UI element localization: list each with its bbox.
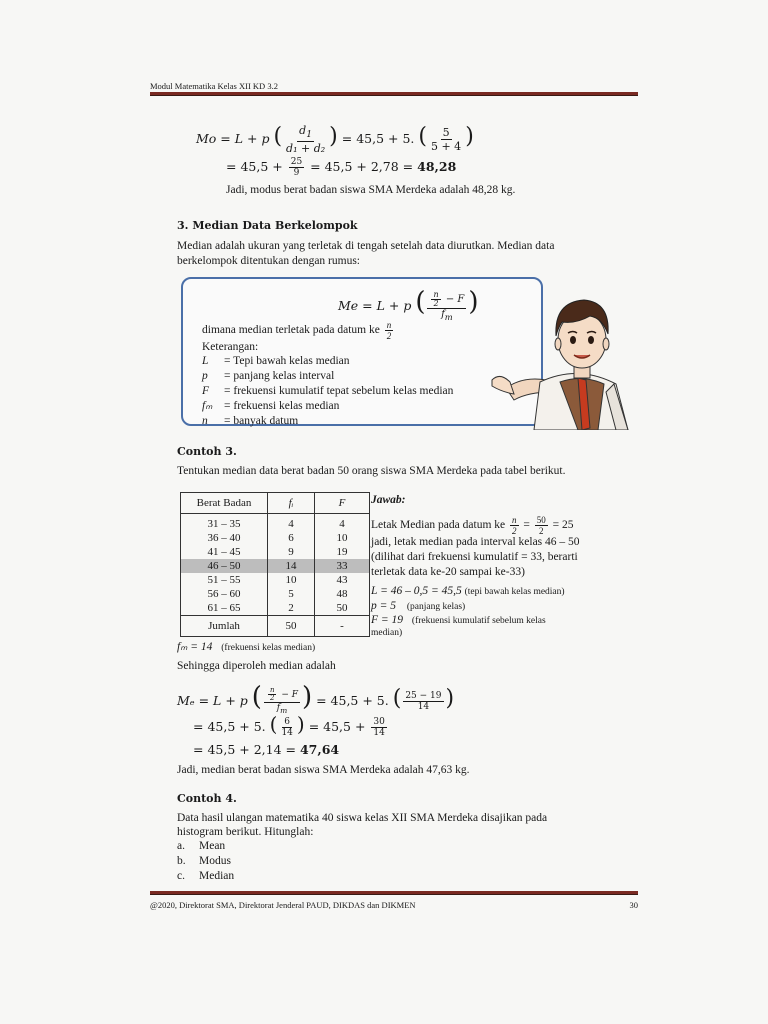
table-cell: 51 – 55 bbox=[181, 573, 268, 587]
table-header: Berat Badan bbox=[181, 493, 268, 514]
median-formula: Me = L + p ( $\frac{n}{2}$ − F $f_m$ ) bbox=[338, 287, 479, 322]
jawab-F: F = 19 (frekuensi kumulatif sebelum kelas bbox=[371, 614, 546, 626]
list-item bbox=[177, 869, 234, 884]
mo-formula-line2: = 45,5 + $\frac{25}{9}$ = 45,5 + 2,78 = 48,28 bbox=[226, 157, 457, 178]
jawab-p: p = 5 (panjang kelas) bbox=[371, 600, 466, 612]
table-cell: 56 – 60 bbox=[181, 587, 268, 601]
me-formula-line2: = 45,5 + 5. ( $\frac{6}{14}$ ) = 45,5 + $\frac{30}{14}$ bbox=[193, 712, 385, 738]
jawab-line4: terletak data ke-20 sampai ke-33) bbox=[371, 566, 525, 578]
keterangan-desc: = frekuensi kelas median bbox=[224, 400, 340, 412]
table-footer-cell: 50 bbox=[268, 616, 315, 637]
keterangan-symbol: L bbox=[202, 355, 209, 367]
page-number: 30 bbox=[629, 900, 638, 910]
keterangan-list bbox=[202, 354, 453, 429]
jawab-line1: Letak Median pada datum ke $\frac{n}{2}$ = $\frac{50}{2}$ = 25 bbox=[371, 515, 574, 536]
table-cell: 10 bbox=[268, 573, 315, 587]
table-cell: 19 bbox=[336, 546, 348, 558]
keterangan-desc: = frekuensi kumulatif tepat sebelum kelas median bbox=[224, 385, 454, 397]
table-row bbox=[181, 559, 370, 573]
section-title: 3. Median Data Berkelompok bbox=[177, 219, 358, 232]
list-marker: a. bbox=[177, 840, 185, 852]
contoh3-title: Contoh 3. bbox=[177, 445, 237, 458]
frequency-table bbox=[180, 492, 370, 637]
table-cell: 31 – 35 bbox=[181, 514, 268, 532]
table-footer-cell: Jumlah bbox=[181, 616, 268, 637]
mo-formula: Mo = L + p ( $\frac{d_1}{\text{d₁ + d₂}}$ ) = 45,5 + 5. ( $\frac{5}{5 + 4}$ ) bbox=[196, 124, 474, 156]
list-marker: c. bbox=[177, 870, 185, 882]
fm-line: fₘ = 14 (frekuensi kelas median) bbox=[177, 641, 316, 653]
table-header: fᵢ bbox=[268, 493, 315, 514]
jawab-L: L = 46 – 0,5 = 45,5 (tepi bawah kelas median) bbox=[371, 585, 565, 597]
keterangan-desc: = banyak datum bbox=[224, 415, 299, 427]
keterangan-item bbox=[202, 384, 453, 399]
header-rule bbox=[150, 92, 638, 96]
jawab-line2: jadi, letak median pada interval kelas 46 – 50 bbox=[371, 536, 580, 548]
table-cell: 41 – 45 bbox=[181, 545, 268, 559]
table-cell: 6 bbox=[268, 531, 315, 545]
keterangan-symbol: fₘ bbox=[202, 400, 213, 412]
keterangan-item bbox=[202, 354, 453, 369]
jawab-F-note2: median) bbox=[371, 628, 403, 638]
section-text-2: berkelompok ditentukan dengan rumus: bbox=[177, 255, 361, 267]
list-text: Modus bbox=[199, 855, 231, 867]
jawab-line3: (dilihat dari frekuensi kumulatif = 33, berarti bbox=[371, 551, 578, 563]
table-cell: 61 – 65 bbox=[181, 601, 268, 616]
list-marker: b. bbox=[177, 855, 186, 867]
table-cell: 48 bbox=[336, 588, 348, 600]
keterangan-symbol: F bbox=[202, 385, 210, 397]
keterangan-item bbox=[202, 399, 453, 414]
table-cell: 10 bbox=[336, 532, 348, 544]
table-row bbox=[181, 587, 370, 601]
table-cell: 43 bbox=[336, 574, 348, 586]
keterangan-item bbox=[202, 414, 453, 429]
keterangan-label: Keterangan: bbox=[202, 341, 259, 353]
table-row bbox=[181, 531, 370, 545]
footer-rule bbox=[150, 891, 638, 895]
teacher-illustration bbox=[478, 288, 638, 430]
table-cell: 2 bbox=[268, 601, 315, 616]
list-text: Median bbox=[199, 870, 235, 882]
keterangan-symbol: p bbox=[202, 370, 208, 382]
keterangan-desc: = panjang kelas interval bbox=[224, 370, 335, 382]
contoh4-text-2: histogram berikut. Hitunglah: bbox=[177, 826, 314, 838]
table-cell: 4 bbox=[268, 514, 315, 532]
contoh4-text-1: Data hasil ulangan matematika 40 siswa kelas XII SMA Merdeka disajikan pada bbox=[177, 812, 548, 824]
table-cell: 46 – 50 bbox=[181, 559, 268, 573]
contoh4-title: Contoh 4. bbox=[177, 792, 237, 805]
table-row bbox=[181, 514, 370, 532]
keterangan-symbol: n bbox=[202, 415, 208, 427]
me-formula: Mₑ = L + p ( $\frac{n}{2}$ − F $f_m$ ) = 45,5 + 5. ( $\frac{25 - 19}{14}$ ) bbox=[177, 682, 455, 715]
table-cell: 9 bbox=[268, 545, 315, 559]
keterangan-desc: = Tepi bawah kelas median bbox=[224, 355, 350, 367]
page-header: Modul Matematika Kelas XII KD 3.2 bbox=[150, 81, 278, 91]
table-header: F bbox=[338, 497, 346, 509]
median-conclusion: Jadi, median berat badan siswa SMA Merdeka adalah 47,63 kg. bbox=[177, 764, 470, 776]
table-cell: 36 – 40 bbox=[181, 531, 268, 545]
sehingga-text: Sehingga diperoleh median adalah bbox=[177, 660, 336, 672]
table-footer-cell: - bbox=[340, 620, 344, 632]
table-cell: 5 bbox=[268, 587, 315, 601]
table-cell: 33 bbox=[315, 559, 370, 573]
list-item bbox=[177, 839, 234, 854]
section-text-1: Median adalah ukuran yang terletak di tengah setelah data diurutkan. Median data bbox=[177, 240, 555, 252]
list-text: Mean bbox=[199, 840, 226, 852]
median-position: dimana median terletak pada datum ke $\frac{n}{2}$ bbox=[202, 320, 392, 341]
table-cell: 50 bbox=[336, 602, 348, 614]
jawab-title: Jawab: bbox=[371, 494, 406, 506]
mo-conclusion: Jadi, modus berat badan siswa SMA Merdeka adalah 48,28 kg. bbox=[226, 184, 516, 196]
table-row bbox=[181, 545, 370, 559]
list-item bbox=[177, 854, 234, 869]
table-cell: 14 bbox=[268, 559, 315, 573]
contoh4-list bbox=[177, 839, 234, 884]
me-formula-line3: = 45,5 + 2,14 = 47,64 bbox=[193, 742, 340, 757]
contoh3-task: Tentukan median data berat badan 50 orang siswa SMA Merdeka pada tabel berikut. bbox=[177, 465, 566, 477]
table-row bbox=[181, 573, 370, 587]
footer-text: @2020, Direktorat SMA, Direktorat Jenderal PAUD, DIKDAS dan DIKMEN bbox=[150, 900, 416, 910]
table-row bbox=[181, 601, 370, 616]
table-cell: 4 bbox=[339, 518, 345, 530]
keterangan-item bbox=[202, 369, 453, 384]
